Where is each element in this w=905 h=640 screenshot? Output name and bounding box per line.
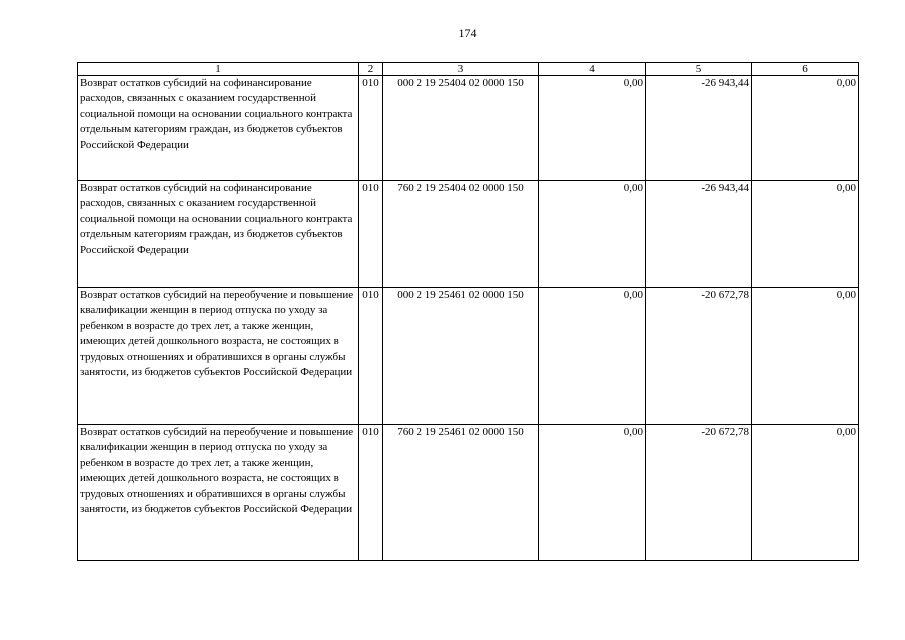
row-name-cell: Возврат остатков субсидий на переобучение и повышение квалификации женщин в период отпуска по уходу за ребенком в возрасте до трех лет, а также женщин, имеющих детей дошкольного возраста, не состоящих в трудовых отношениях и обратившихся в органы службы занятости, из бюджетов субъектов Российской Федерации	[78, 288, 359, 425]
row-col5-cell: -26 943,44	[646, 181, 752, 288]
row-col6-cell: 0,00	[752, 425, 859, 561]
row-name-cell: Возврат остатков субсидий на переобучение и повышение квалификации женщин в период отпуска по уходу за ребенком в возрасте до трех лет, а также женщин, имеющих детей дошкольного возраста, не состоящих в трудовых отношениях и обратившихся в органы службы занятости, из бюджетов субъектов Российской Федерации	[78, 425, 359, 561]
page-number: 174	[458, 26, 477, 40]
column-header: 5	[646, 63, 752, 76]
table-row	[78, 76, 859, 181]
row-col4-cell: 0,00	[539, 425, 646, 561]
column-header: 3	[383, 63, 539, 76]
row-col6-cell: 0,00	[752, 288, 859, 425]
row-col6-cell: 0,00	[752, 76, 859, 181]
budget-table	[77, 62, 859, 561]
row-kbk-cell: 000 2 19 25461 02 0000 150	[383, 288, 539, 425]
row-name-cell: Возврат остатков субсидий на софинансирование расходов, связанных с оказанием государственной социальной помощи на основании социального контракта отдельным категориям граждан, из бюджетов субъектов Российской Федерации	[78, 76, 359, 181]
row-kbk-cell: 000 2 19 25404 02 0000 150	[383, 76, 539, 181]
row-col4-cell: 0,00	[539, 76, 646, 181]
table-row	[78, 425, 859, 561]
column-header: 1	[78, 63, 359, 76]
row-kbk-cell: 760 2 19 25404 02 0000 150	[383, 181, 539, 288]
row-col4-cell: 0,00	[539, 288, 646, 425]
column-header: 2	[359, 63, 383, 76]
table-row	[78, 288, 859, 425]
row-col5-cell: -20 672,78	[646, 425, 752, 561]
row-code-cell: 010	[359, 288, 383, 425]
row-code-cell: 010	[359, 181, 383, 288]
table-row	[78, 181, 859, 288]
column-header: 4	[539, 63, 646, 76]
row-code-cell: 010	[359, 425, 383, 561]
row-code-cell: 010	[359, 76, 383, 181]
row-col6-cell: 0,00	[752, 181, 859, 288]
row-col4-cell: 0,00	[539, 181, 646, 288]
row-col5-cell: -20 672,78	[646, 288, 752, 425]
column-header: 6	[752, 63, 859, 76]
row-col5-cell: -26 943,44	[646, 76, 752, 181]
table-header-row	[78, 63, 859, 76]
row-kbk-cell: 760 2 19 25461 02 0000 150	[383, 425, 539, 561]
row-name-cell: Возврат остатков субсидий на софинансирование расходов, связанных с оказанием государственной социальной помощи на основании социального контракта отдельным категориям граждан, из бюджетов субъектов Российской Федерации	[78, 181, 359, 288]
